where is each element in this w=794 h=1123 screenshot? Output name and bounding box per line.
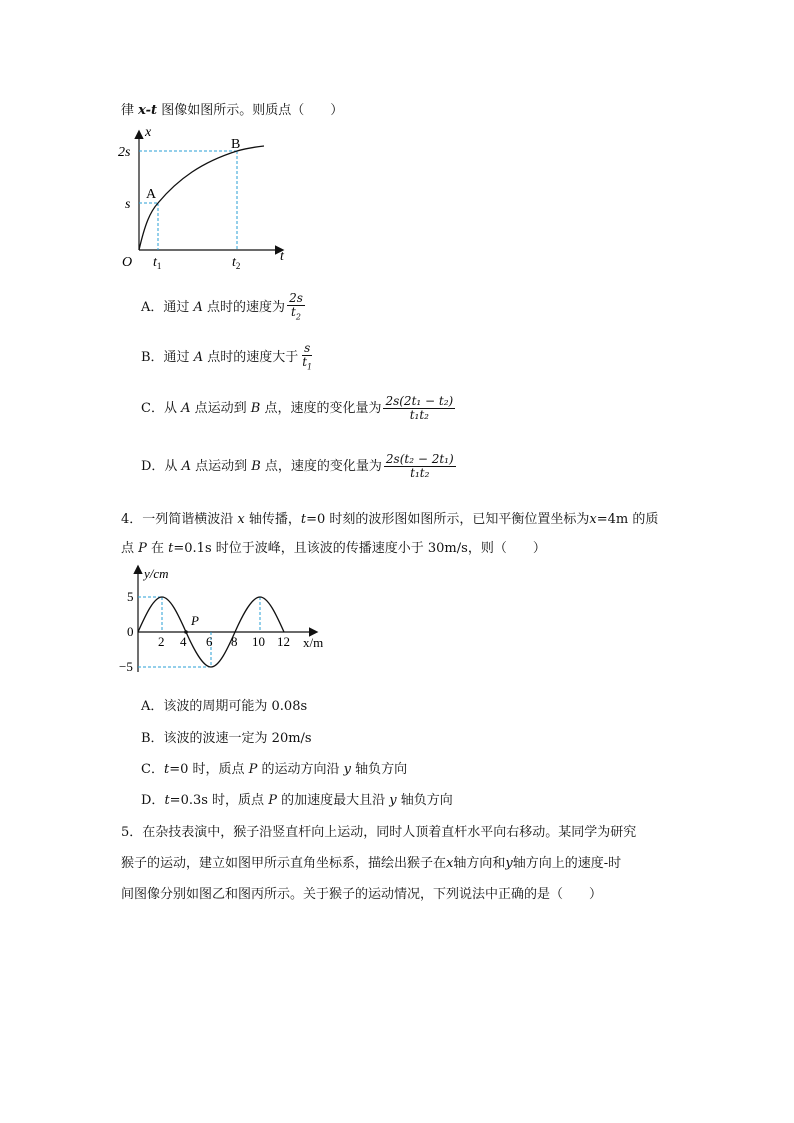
q3-t1-label: $t_1$ — [153, 255, 162, 271]
q4-y-tick-5: 5 — [127, 589, 134, 604]
q3-opt-d-mid1: 点运动到 — [190, 459, 252, 474]
q4-l1-d: =4m 的质 — [596, 512, 659, 527]
q3-opt-c-var-a: A — [181, 401, 191, 416]
q3-opt-d-mid2: 点，速度的变化量为 — [260, 459, 382, 474]
q4-l2-p: P — [138, 541, 147, 556]
q4-x-tick-10: 10 — [252, 634, 265, 649]
q3-opt-a-num: 2s — [289, 291, 303, 305]
q4-l1-t: t — [300, 512, 307, 527]
q4-opt-a-text: A．该波的周期可能为 0.08s — [141, 699, 308, 714]
q3-origin-label: O — [122, 255, 133, 270]
q3-opt-b-fraction — [300, 342, 314, 373]
q3-option-b[interactable] — [141, 342, 316, 373]
q4-opt-d-mid: =0.3s 时，质点 — [169, 793, 269, 808]
q3-intro-post: 图像如图所示。则质点（ ） — [157, 103, 344, 118]
q4-l2-c: =0.1s 时位于波峰，且该波的传播速度小于 30m/s，则（ ） — [173, 541, 546, 556]
q4-x-tick-12: 12 — [277, 634, 290, 649]
q4-option-b[interactable] — [141, 730, 312, 748]
q4-opt-c-y: y — [343, 762, 351, 777]
q4-x-tick-2: 2 — [158, 634, 165, 649]
q3-opt-a-var: A — [193, 300, 203, 316]
q5-l3-text: 间图像分别如图乙和图丙所示。关于猴子的运动情况，下列说法中正确的是（ ） — [121, 887, 603, 902]
q4-opt-d-mid2: 的加速度最大且沿 — [276, 793, 390, 808]
q4-opt-c-t: t — [163, 762, 170, 777]
q5-l2-b: 轴方向和 — [453, 856, 506, 871]
q4-x-tick-4: 4 — [180, 634, 187, 649]
q3-opt-a-mid: 点时的速度为 — [202, 300, 286, 316]
q4-l1-c: =0 时刻的波形图如图所示，已知平衡位置坐标为 — [306, 512, 590, 527]
q3-s-label: s — [125, 197, 131, 212]
q3-opt-d-fraction — [384, 453, 456, 480]
q3-opt-a-den: $t_2$ — [291, 305, 301, 322]
q3-opt-d-den: t₁t₂ — [410, 466, 430, 480]
q4-wave-graph — [116, 562, 336, 680]
q4-opt-c-mid2: 的运动方向沿 — [257, 762, 344, 777]
q4-l2-a: 点 — [121, 541, 139, 556]
q3-opt-d-var-b: B — [251, 459, 261, 474]
q4-l1-b: 轴传播， — [244, 512, 301, 527]
q5-stem-line2 — [121, 855, 621, 873]
q4-opt-d-pre: D． — [141, 793, 165, 808]
q5-l2-y: y — [505, 856, 513, 871]
q3-opt-b-num: s — [304, 341, 311, 355]
q4-opt-c-p: P — [248, 762, 258, 777]
q3-t-axis-label: t — [280, 249, 284, 264]
q4-y-axis-label: y/cm — [144, 566, 169, 581]
q3-opt-b-mid: 点时的速度大于 — [203, 350, 299, 366]
q4-opt-d-t: t — [164, 793, 170, 808]
q4-opt-d-y: y — [389, 793, 397, 808]
q4-option-d[interactable] — [141, 792, 453, 810]
q4-opt-b-text: B．该波的波速一定为 20m/s — [141, 731, 312, 746]
q4-opt-c-post: 轴负方向 — [351, 762, 408, 777]
q4-option-c[interactable] — [141, 761, 407, 779]
q3-opt-b-var: A — [193, 350, 204, 366]
q3-opt-c-mid1: 点运动到 — [190, 401, 251, 416]
q3-option-d[interactable] — [141, 453, 458, 480]
q4-x-tick-6: 6 — [206, 634, 213, 649]
q4-stem-line2 — [121, 540, 546, 558]
q3-point-b: B — [231, 137, 241, 152]
q5-l2-x: x — [446, 856, 454, 871]
q5-stem-line1 — [121, 824, 636, 842]
q3-opt-a-label: A．通过 — [141, 300, 194, 316]
q3-opt-c-mid2: 点，速度的变化量为 — [260, 401, 382, 416]
q3-option-c[interactable] — [141, 395, 457, 422]
q4-opt-c-pre: C． — [141, 762, 164, 777]
q3-point-a: A — [146, 187, 157, 202]
q4-l1-x: x — [237, 512, 245, 527]
q5-l2-c: 轴方向上的速度-时 — [512, 856, 622, 871]
q3-intro-xt: x-t — [138, 103, 158, 118]
q3-intro-pre: 律 — [121, 103, 139, 118]
q3-xt-graph — [112, 124, 297, 274]
q5-l2-a: 猴子的运动，建立如图甲所示直角坐标系，描绘出猴子在 — [121, 856, 447, 871]
q3-opt-d-label: D．从 — [141, 459, 182, 474]
q3-opt-c-num: 2s(2t₁ − t₂) — [385, 394, 454, 408]
q4-x-tick-8: 8 — [231, 634, 238, 649]
q4-option-a[interactable] — [141, 698, 307, 716]
q4-l2-t: t — [168, 541, 174, 556]
q3-intro — [121, 102, 343, 120]
q3-opt-c-fraction — [383, 395, 455, 422]
q4-opt-c-mid: =0 时，质点 — [169, 762, 249, 777]
q3-opt-c-label: C．从 — [141, 401, 182, 416]
q4-l1-x2: x — [589, 512, 597, 527]
q3-opt-b-den: $t_1$ — [302, 355, 313, 372]
q4-x-axis-label: x/m — [303, 635, 324, 650]
q5-l1-text: 5．在杂技表演中，猴子沿竖直杆向上运动，同时人顶着直杆水平向右移动。某同学为研究 — [121, 825, 637, 840]
q4-opt-d-p: P — [268, 793, 277, 808]
q4-y-tick-neg5: −5 — [119, 659, 133, 674]
q4-opt-d-post: 轴负方向 — [396, 793, 453, 808]
q3-opt-c-var-b: B — [250, 401, 261, 416]
q3-opt-c-den: t₁t₂ — [409, 408, 429, 422]
q4-stem-line1 — [121, 511, 658, 529]
q3-2s-label: 2s — [118, 145, 131, 160]
q4-point-p: P — [191, 613, 199, 628]
q3-x-axis-label: x — [145, 125, 152, 140]
q4-l1-a: 4．一列简谐横波沿 — [121, 512, 238, 527]
q3-opt-a-fraction — [287, 292, 305, 323]
q3-opt-b-label: B．通过 — [141, 350, 194, 366]
q4-l2-b: 在 — [146, 541, 169, 556]
q3-t2-label: $t_2$ — [232, 255, 241, 271]
q4-y-tick-0: 0 — [127, 624, 134, 639]
q3-opt-d-num: 2s(t₂ − 2t₁) — [385, 452, 454, 466]
q3-opt-d-var-a: A — [181, 459, 191, 474]
q3-option-a[interactable] — [141, 292, 307, 323]
q5-stem-line3 — [121, 886, 602, 904]
